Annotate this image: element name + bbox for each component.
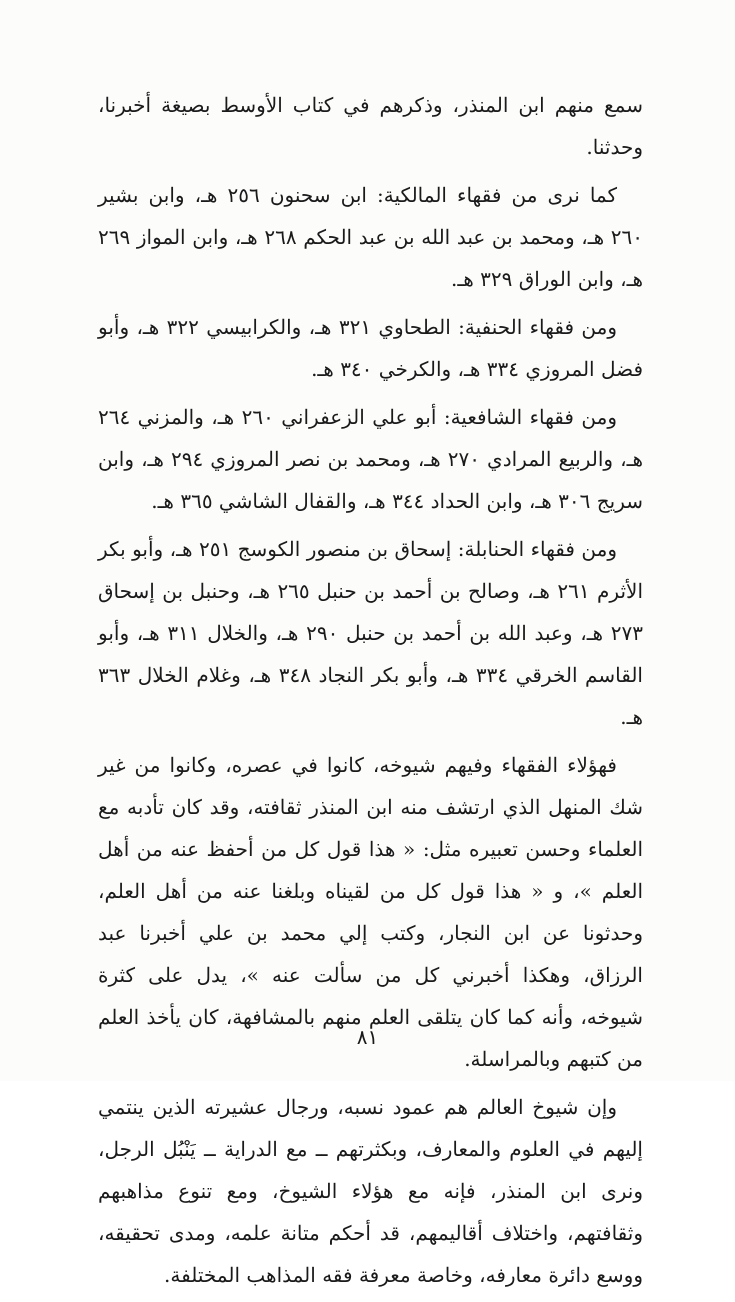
body-text [98, 84, 643, 1302]
paragraph-2: كما نرى من فقهاء المالكية: ابن سحنون ٢٥٦ هـ، وابن بشير ٢٦٠ هـ، ومحمد بن عبد الله بن عبد الحكم ٢٦٨ هـ، وابن المواز ٢٦٩ هـ، وابن الوراق ٣٢٩ هـ. [98, 183, 643, 291]
paragraph-5: ومن فقهاء الحنابلة: إسحاق بن منصور الكوسج ٢٥١ هـ، وأبو بكر الأثرم ٢٦١ هـ، وصالح بن أحمد بن حنبل ٢٦٥ هـ، وحنبل بن إسحاق ٢٧٣ هـ، وعبد الله بن أحمد بن حنبل ٢٩٠ هـ، والخلال ٣١١ هـ، وأبو القاسم الخرقي ٣٣٤ هـ، وأبو بكر النجاد ٣٤٨ هـ، وغلام الخلال ٣٦٣ هـ. [98, 537, 643, 729]
paragraph-1: سمع منهم ابن المنذر، وذكرهم في كتاب الأوسط بصيغة أخبرنا، وحدثنا. [98, 93, 643, 159]
paragraph-6: فهؤلاء الفقهاء وفيهم شيوخه، كانوا في عصره، وكانوا من غير شك المنهل الذي ارتشف منه ابن المنذر ثقافته، وقد كان تأدبه مع العلماء وحسن تعبيره مثل: « هذا قول كل من أحفظ عنه من أهل العلم »، و « هذا قول كل من لقيناه وبلغنا عنه من أهل العلم، وحدثونا عن ابن النجار، وكتب إلي محمد بن علي أخبرنا عبد الرزاق، وهكذا أخبرني كل من سألت عنه »، يدل على كثرة شيوخه، وأنه كما كان يتلقى العلم منهم بالمشافهة، كان يأخذ العلم من كتبهم وبالمراسلة. [98, 753, 643, 1071]
paragraph-3: ومن فقهاء الحنفية: الطحاوي ٣٢١ هـ، والكرابيسي ٣٢٢ هـ، وأبو فضل المروزي ٣٣٤ هـ، والكرخي ٣٤٠ هـ. [98, 315, 643, 381]
paragraph-7: وإن شيوخ العالم هم عمود نسبه، ورجال عشيرته الذين ينتمي إليهم في العلوم والمعارف، وبكثرتهم ــ مع الدراية ــ يَنْبُل الرجل، ونرى ابن المنذر، فإنه مع هؤلاء الشيوخ، ومع تنوع مذاهبهم وثقافتهم، واختلاف أقاليمهم، قد أحكم متانة علمه، ومدى تحقيقه، ووسع دائرة معارفه، وخاصة معرفة فقه المذاهب المختلفة. [98, 1095, 643, 1287]
page-number: ٨١ [356, 1025, 379, 1049]
paragraph-4: ومن فقهاء الشافعية: أبو علي الزعفراني ٢٦٠ هـ، والمزني ٢٦٤ هـ، والربيع المرادي ٢٧٠ هـ، ومحمد بن نصر المروزي ٢٩٤ هـ، وابن سريج ٣٠٦ هـ، وابن الحداد ٣٤٤ هـ، والقفال الشاشي ٣٦٥ هـ. [98, 405, 643, 513]
